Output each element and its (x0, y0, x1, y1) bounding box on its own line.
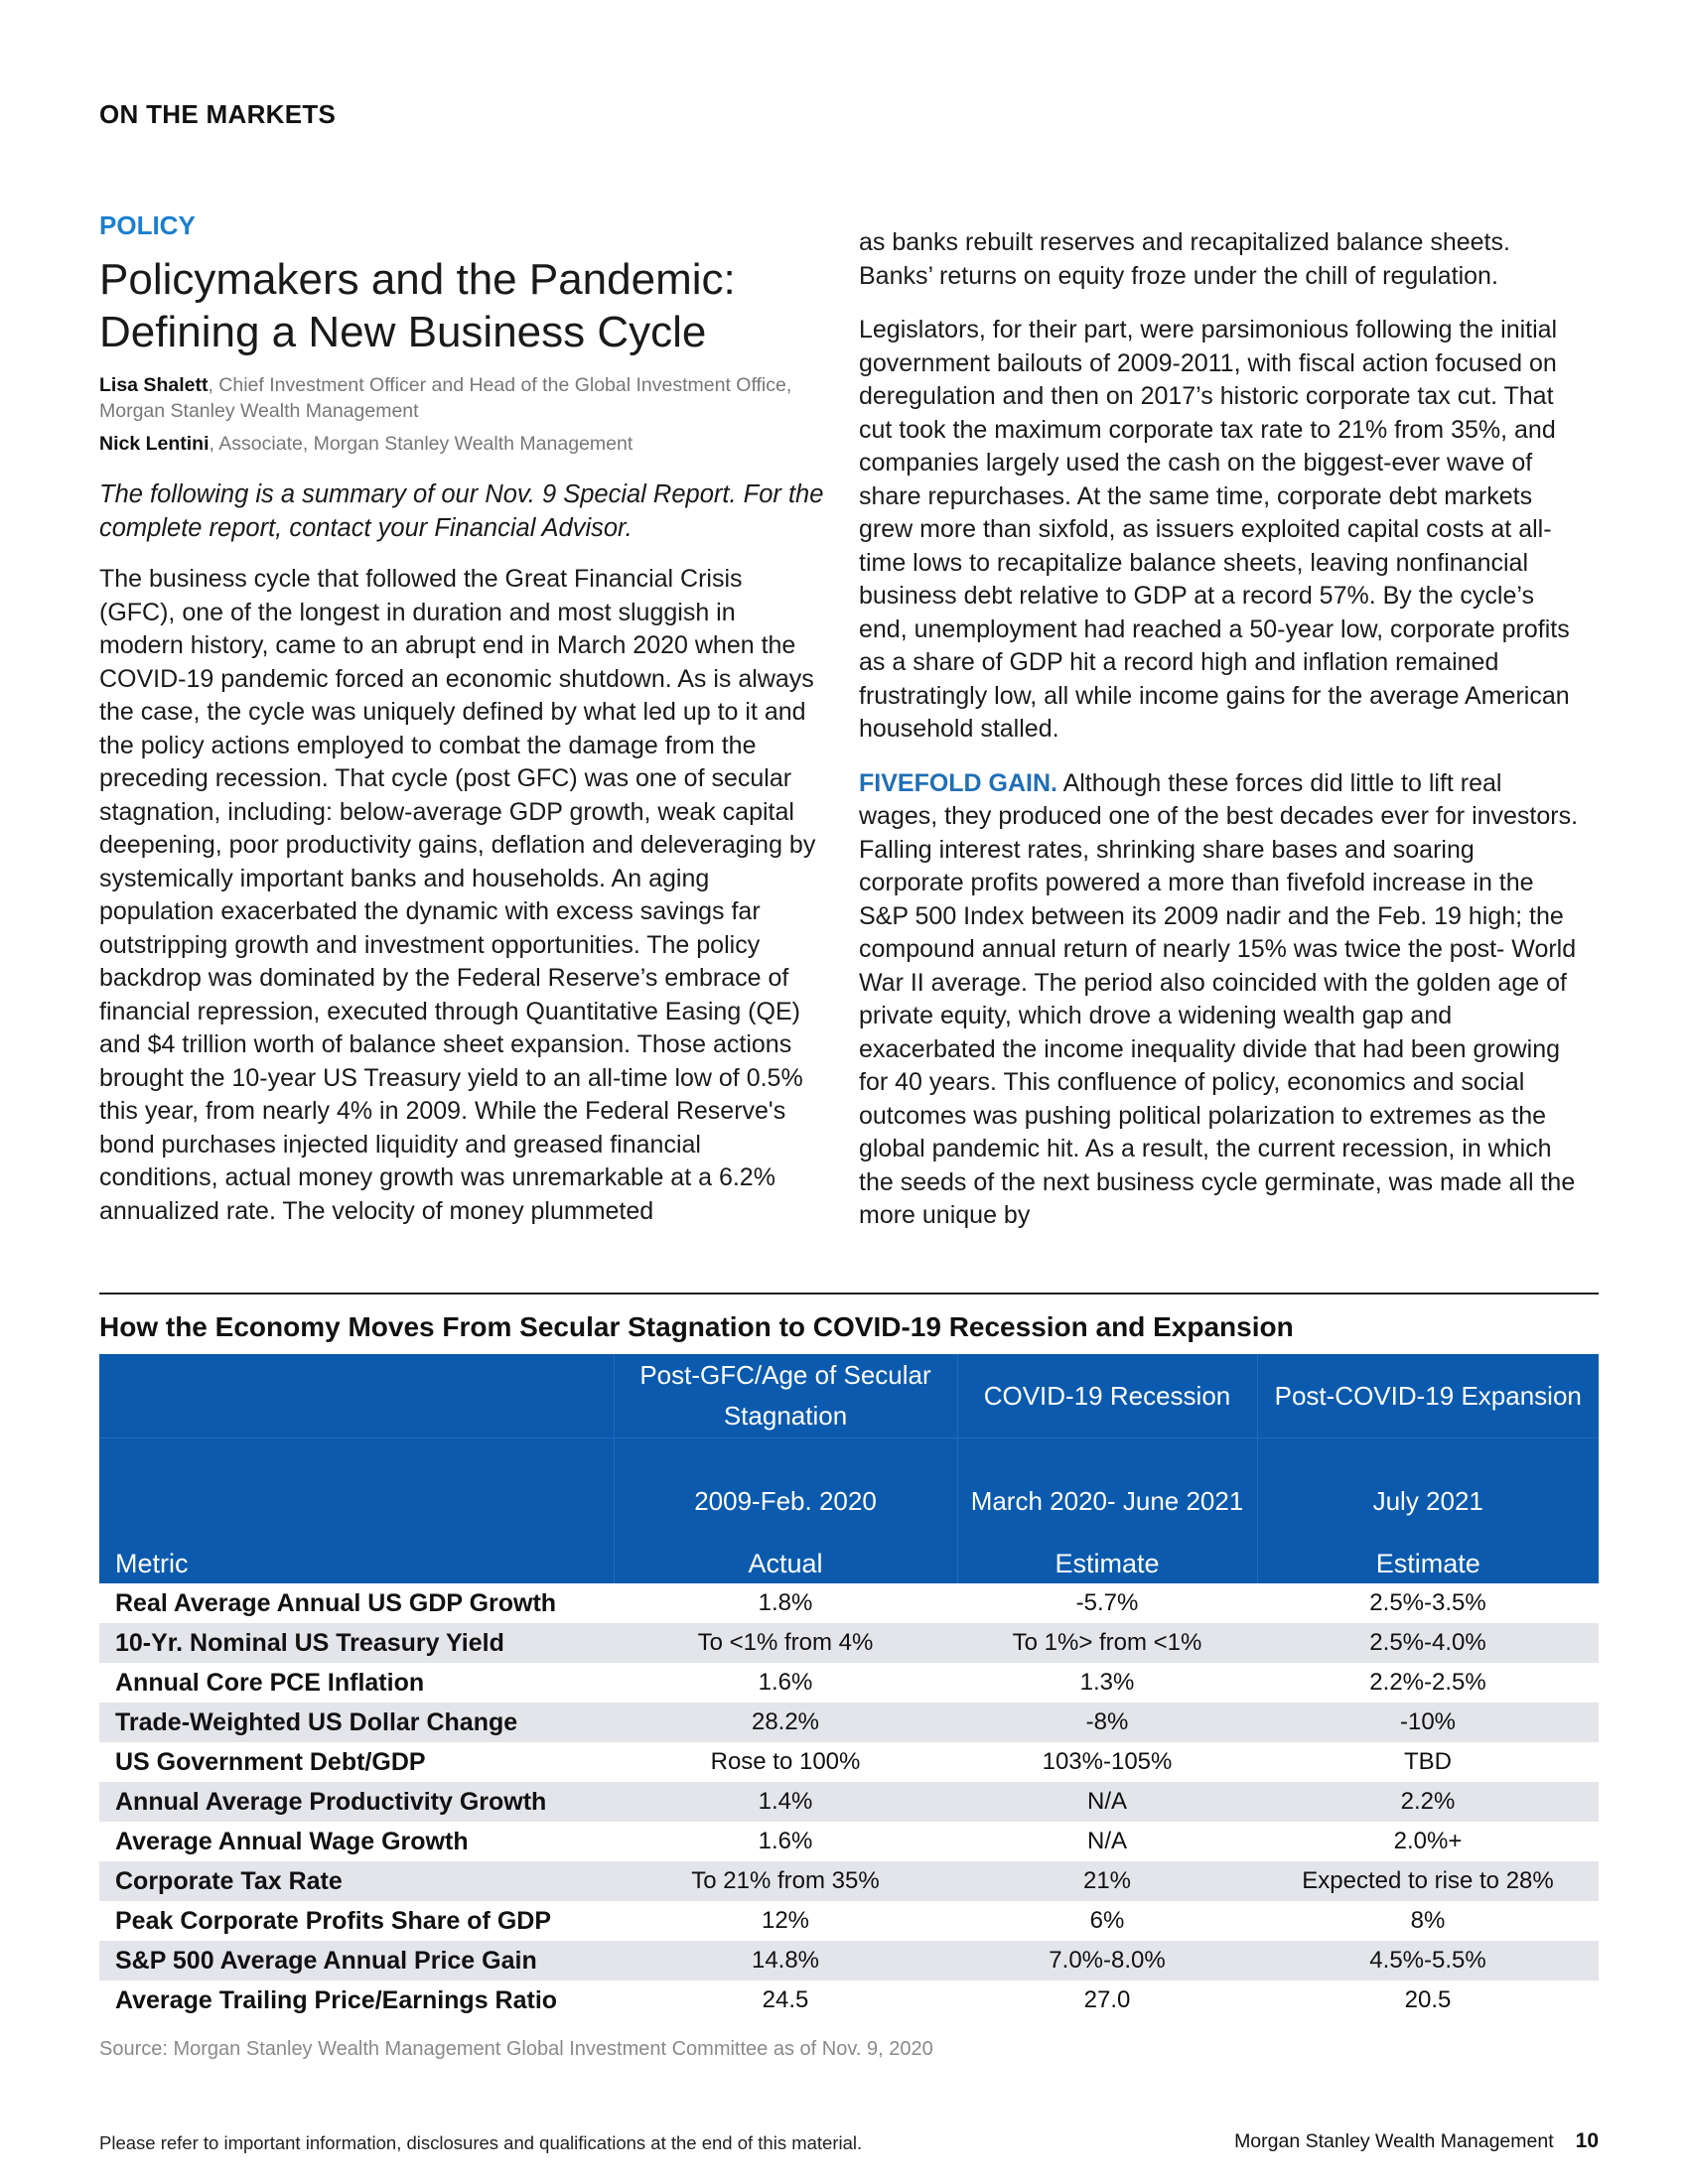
table-row (99, 1782, 1599, 1822)
metric-header: Metric (99, 1524, 614, 1583)
metric-cell: US Government Debt/GDP (115, 1747, 426, 1776)
section-divider (99, 1293, 1599, 1295)
author-title: , Associate, Morgan Stanley Wealth Management (209, 433, 633, 455)
table-header-cell: COVID-19 Recession (957, 1354, 1257, 1438)
table-title: How the Economy Moves From Secular Stagnation to COVID-19 Recession and Expansion (99, 1311, 1294, 1342)
table-cell: N/A (1086, 1828, 1127, 1854)
article-right-column (859, 226, 1584, 1254)
body-paragraph: as banks rebuilt reserves and recapitalized balance sheets. Banks’ returns on equity froze under the chill of regulation. (859, 228, 1510, 290)
metric-cell: Corporate Tax Rate (99, 1861, 614, 1901)
author-name: Nick Lentini (99, 433, 210, 455)
table-header-cell (99, 1354, 614, 1438)
table-cell: 1.4% (614, 1782, 957, 1822)
metric-cell: Annual Average Productivity Growth (99, 1782, 614, 1822)
economy-table (99, 1354, 1599, 2020)
metric-cell: 10-Yr. Nominal US Treasury Yield (99, 1623, 614, 1663)
table-cell: 1.8% (758, 1589, 813, 1616)
body-paragraph: Legislators, for their part, were parsimonious following the initial government bailouts of 2009-2011, with fiscal action focused on deregulation and then on 2017’s historic corporate tax cut. That cut took the maximum corporate tax rate to 21% from 35%, and companies largely used the cash on the biggest-ever wave of share repurchases. At the same time, corporate debt markets grew more than sixfold, as issuers exploited capital costs at all-time lows to recapitalize balance sheets, leaving nonfinancial business debt relative to GDP at a record 57%. By the cycle’s end, unemployment had reached a 50-year low, corporate profits as a share of GDP hit a record high and inflation remained frustratingly low, all while income gains for the average American household stalled. (859, 316, 1570, 743)
article-kicker: POLICY (99, 210, 196, 240)
table-cell: -5.7% (1075, 1589, 1139, 1616)
runin-body: Although these forces did little to lift real wages, they produced one of the best decades ever for investors. Falling interest rates, shrinking share bases and soaring corporate profits powered a more than fivefold increase in the S&P 500 Index between its 2009 nadir and the Feb. 19 high; the compound annual return of nearly 15% was twice the post- World War II average. The period also coincided with the golden age of private equity, which drove a widening wealth gap and exacerbated the income inequality divide that had been growing for 40 years. This confluence of policy, economics and social outcomes was pushing political polarization to extremes as the global pandemic hit. As a result, the current recession, in which the seeds of the next business cycle germinate, was made all the more unique by (859, 768, 1579, 1229)
table-cell: Rose to 100% (710, 1748, 861, 1775)
page-number: 10 (1575, 2129, 1599, 2152)
author-name: Lisa Shalett (99, 374, 209, 396)
table-header-cell: Estimate (957, 1524, 1257, 1583)
table-cell: To 1%> from <1% (957, 1623, 1257, 1663)
table-cell: 2.5%-3.5% (1369, 1589, 1486, 1616)
footer-brand-block (1234, 2129, 1599, 2153)
section-header: ON THE MARKETS (99, 99, 337, 129)
article-title-line2: Defining a New Business Cycle (99, 308, 707, 356)
table-row (99, 1623, 1599, 1663)
metric-cell: Trade-Weighted US Dollar Change (99, 1703, 614, 1742)
table-cell: 27.0 (1083, 1986, 1131, 2013)
table-cell: 2.5%-4.0% (1257, 1623, 1599, 1663)
table-cell: N/A (957, 1782, 1257, 1822)
table-cell: -10% (1257, 1703, 1599, 1742)
table-cell: 1.6% (758, 1669, 813, 1696)
body-paragraph (859, 767, 1584, 1233)
table-row (99, 1861, 1599, 1901)
metric-cell: Average Annual Wage Growth (115, 1827, 469, 1855)
table-row (99, 1822, 1599, 1861)
table-cell: 28.2% (614, 1703, 957, 1742)
table-body (99, 1583, 1599, 2020)
metric-cell: S&P 500 Average Annual Price Gain (99, 1941, 614, 1980)
table-header-cell: July 2021 (1257, 1438, 1599, 1525)
table-cell: 1.6% (758, 1828, 813, 1854)
runin-heading: FIVEFOLD GAIN. (859, 768, 1057, 797)
table-source-note: Source: Morgan Stanley Wealth Management Global Investment Committee as of Nov. 9, 2020 (99, 2038, 933, 2060)
table-cell: To <1% from 4% (614, 1623, 957, 1663)
author-title: , Chief Investment Officer and Head of the Global Investment Office, Morgan Stanley Wealth Management (99, 374, 792, 422)
table-cell: 20.5 (1404, 1986, 1452, 2013)
table-cell: 8% (1410, 1907, 1446, 1934)
body-paragraph: The business cycle that followed the Great Financial Crisis (GFC), one of the longest in duration and most sluggish in modern history, came to an abrupt end in March 2020 when the COVID-19 pandemic forced an economic shutdown. As is always the case, the cycle was uniquely defined by what led up to it and the policy actions employed to combat the damage from the preceding recession. That cycle (post GFC) was one of secular stagnation, including: below-average GDP growth, weak capital deepening, poor productivity gains, deflation and deleveraging by systemically important banks and households. An aging population exacerbated the dynamic with excess savings far outstripping growth and investment opportunities. The policy backdrop was dominated by the Federal Reserve’s embrace of financial repression, executed through Quantitative Easing (QE) and $4 trillion worth of balance sheet expansion. Those actions brought the 10-year US Treasury yield to an all-time low of 0.5% this year, from nearly 4% in 2009. While the Federal Reserve's bond purchases injected liquidity and greased financial conditions, actual money growth was unremarkable at a 6.2% annualized rate. The velocity of money plummeted (99, 565, 816, 1225)
footer-brand: Morgan Stanley Wealth Management (1234, 2130, 1554, 2152)
table-row (99, 1583, 1599, 1623)
table-cell: Expected to rise to 28% (1257, 1861, 1599, 1901)
table-header-cell: Post-COVID-19 Expansion (1257, 1354, 1599, 1438)
table-cell: 14.8% (614, 1941, 957, 1980)
table-header-cell: Actual (614, 1524, 957, 1583)
author-byline (99, 372, 824, 424)
table-cell: 4.5%-5.5% (1257, 1941, 1599, 1980)
table-row (99, 1663, 1599, 1703)
table-header-cell: Post-GFC/Age of Secular Stagnation (614, 1354, 957, 1438)
metric-cell: Annual Core PCE Inflation (115, 1668, 425, 1697)
table-cell: 2.2%-2.5% (1369, 1669, 1486, 1696)
table-cell: 6% (1089, 1907, 1125, 1934)
table-cell: 2.0%+ (1393, 1828, 1463, 1854)
article-title (99, 253, 824, 358)
table-row (99, 1901, 1599, 1941)
table-header-row (99, 1524, 1599, 1583)
table-cell: 103%-105% (1042, 1748, 1173, 1775)
table-cell: 2.2% (1257, 1782, 1599, 1822)
table-cell: 7.0%-8.0% (957, 1941, 1257, 1980)
table-row (99, 1742, 1599, 1782)
table-header-row (99, 1438, 1599, 1525)
table-cell: To 21% from 35% (614, 1861, 957, 1901)
table-header-cell: March 2020- June 2021 (957, 1438, 1257, 1525)
table-cell: 12% (761, 1907, 810, 1934)
table-header-cell: Estimate (1257, 1524, 1599, 1583)
table-header-row (99, 1354, 1599, 1438)
table-cell: 21% (957, 1861, 1257, 1901)
article-left-column (99, 210, 824, 1250)
article-title-line1: Policymakers and the Pandemic: (99, 255, 736, 304)
footer-disclaimer: Please refer to important information, disclosures and qualifications at the end of this material. (99, 2132, 863, 2153)
table-cell: 24.5 (762, 1986, 809, 2013)
metric-cell: Real Average Annual US GDP Growth (115, 1588, 557, 1617)
table-header-cell (99, 1438, 614, 1525)
table-cell: TBD (1404, 1748, 1452, 1775)
author-byline (99, 431, 824, 457)
table-row (99, 1703, 1599, 1742)
table-header-cell: 2009-Feb. 2020 (614, 1438, 957, 1525)
table-row (99, 1941, 1599, 1980)
article-lede: The following is a summary of our Nov. 9 Special Report. For the complete report, contact your Financial Advisor. (99, 480, 824, 542)
metric-cell: Peak Corporate Profits Share of GDP (115, 1906, 552, 1935)
metric-cell: Average Trailing Price/Earnings Ratio (115, 1985, 558, 2014)
table-cell: -8% (957, 1703, 1257, 1742)
table-cell: 1.3% (1079, 1669, 1135, 1696)
table-row (99, 1980, 1599, 2020)
